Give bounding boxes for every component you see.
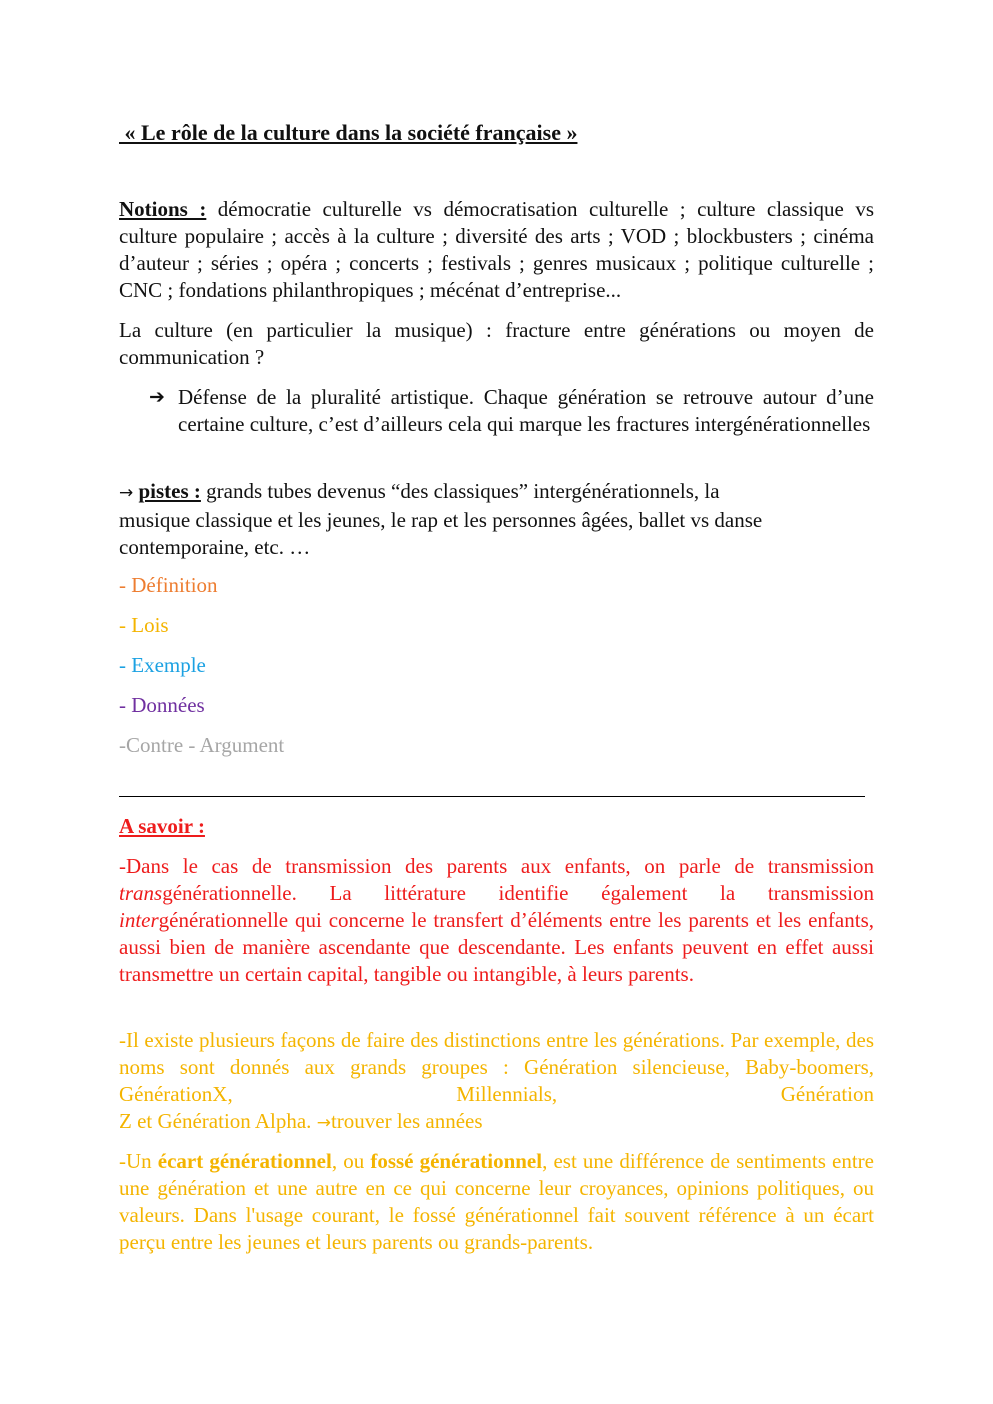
- savoir-paragraph-3: -Un écart générationnel, ou fossé générationnel, est une différence de sentiments entre une génération et une autre en ce qui concerne leur croyances, opinions politiques, ou valeurs. Dans l'usage courant, le fossé générationnel fait souvent référence à un écart perçu entre les jeunes et leurs parents ou grands-parents.: [119, 1149, 874, 1254]
- arrow-right-icon: →: [316, 1113, 331, 1133]
- pistes-line-1: grands tubes devenus “des classiques” intergénérationnels, la: [200, 479, 720, 503]
- savoir-paragraph-1: -Dans le cas de transmission des parents aux enfants, on parle de transmission transgénérationnelle. La littérature identifie également la transmission intergénérationnelle qui concerne le transfert d’éléments entre les parents et les enfants, aussi bien de manière ascendante que descendante. Les enfants peuvent en effet aussi transmettre un certain capital, tangible ou intangible, à leurs parents.: [119, 854, 874, 986]
- arrow-right-icon: ➔: [149, 386, 165, 408]
- legend-definition: - Définition: [119, 573, 218, 597]
- arrow-right-icon: →: [119, 483, 134, 503]
- legend-lois: - Lois: [119, 613, 169, 637]
- bullet-text: Défense de la pluralité artistique. Chaque génération se retrouve autour d’une certaine culture, c’est d’ailleurs cela qui marque les fractures intergénérationnelles: [178, 385, 874, 436]
- savoir-heading: A savoir :: [119, 814, 205, 838]
- legend-exemple: - Exemple: [119, 653, 206, 677]
- pistes-label: pistes :: [138, 479, 201, 503]
- legend-donnees: - Données: [119, 693, 205, 717]
- pistes-line-3: contemporaine, etc. …: [119, 535, 311, 559]
- page-title: « Le rôle de la culture dans la société française »: [119, 120, 578, 145]
- notions-paragraph: [119, 196, 874, 304]
- savoir-paragraph-2: -Il existe plusieurs façons de faire des distinctions entre les générations. Par exemple, des noms sont donnés aux grands groupes : Génération silencieuse, Baby-boomers, GénérationX, Millennials, Génération Z et Génération Alpha. →trouver les années: [119, 1028, 874, 1133]
- horizontal-divider: [119, 796, 865, 797]
- pistes-line-2: musique classique et les jeunes, le rap et les personnes âgées, ballet vs danse: [119, 508, 763, 532]
- pistes-paragraph: [119, 478, 874, 561]
- question-paragraph: La culture (en particulier la musique) : fracture entre générations ou moyen de communication ?: [119, 318, 874, 369]
- bullet-item: [149, 384, 874, 438]
- notions-label: Notions :: [119, 197, 207, 221]
- legend-contre-argument: -Contre - Argument: [119, 733, 285, 757]
- notions-text: démocratie culturelle vs démocratisation culturelle ; culture classique vs culture populaire ; accès à la culture ; diversité des arts ; VOD ; blockbusters ; cinéma d’auteur ; séries ; opéra ; concerts ; festivals ; genres musicaux ; politique culturelle ; CNC ; fondations philanthropiques ; mécénat d’entreprise...: [119, 197, 874, 302]
